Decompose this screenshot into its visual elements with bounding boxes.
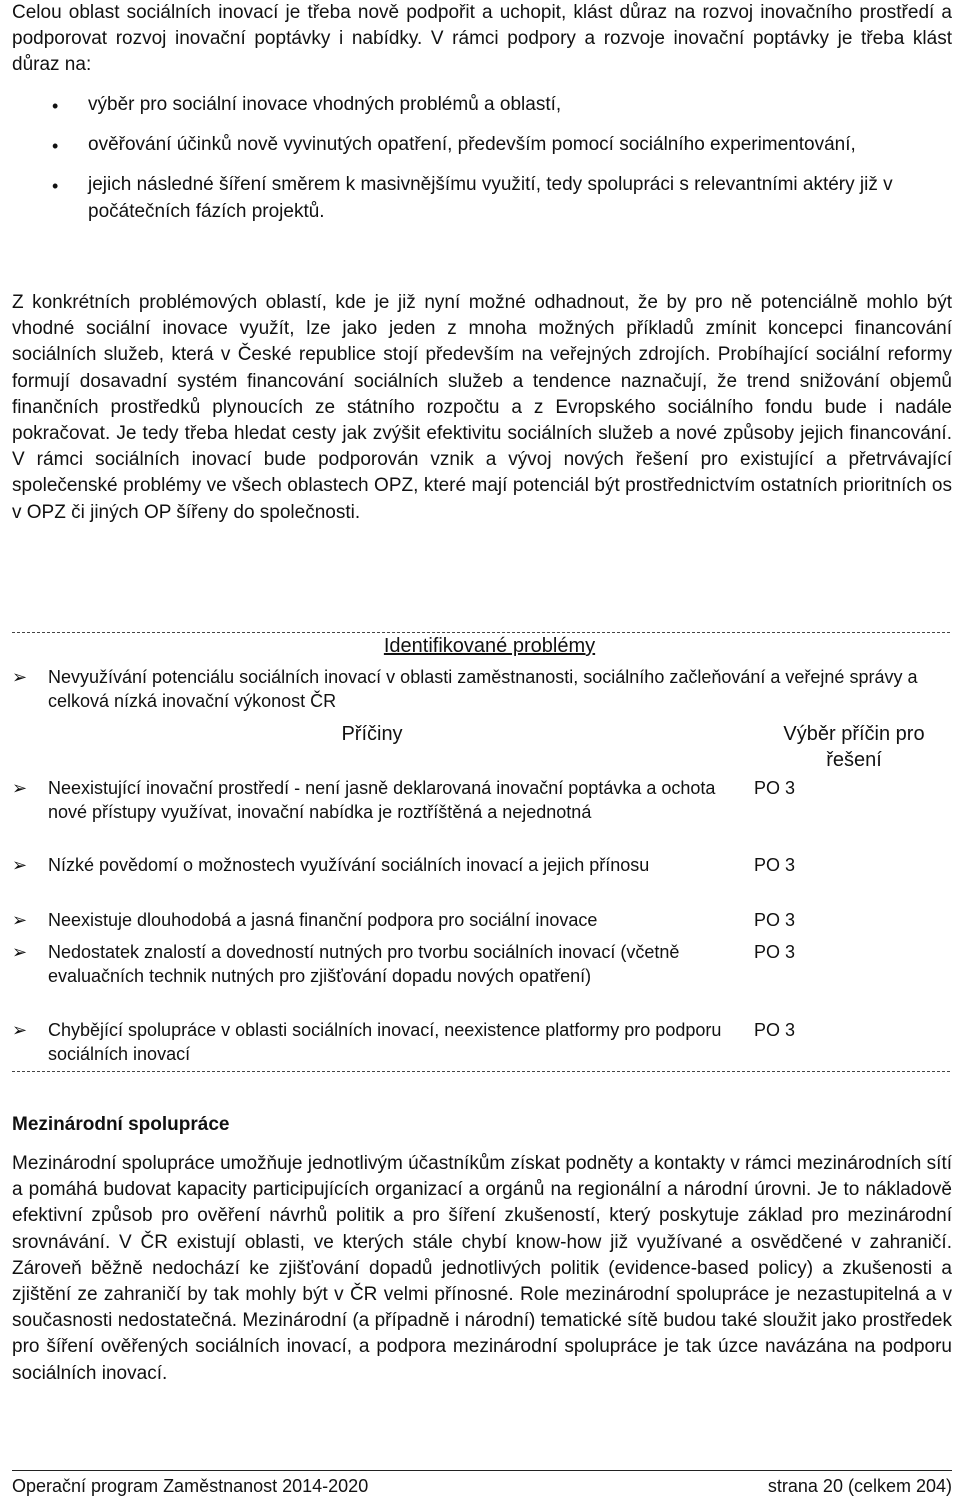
- problems-box: [12, 632, 950, 1072]
- cause-text: Nízké povědomí o možnostech využívání sociálních inovací a jejich přínosu: [48, 855, 650, 875]
- arrow-bullet-icon: ➢: [12, 1020, 28, 1040]
- cause-po: PO 3: [754, 910, 796, 930]
- cause-text: Chybějící spolupráce v oblasti sociálních inovací, neexistence platformy pro podporu sociálních inovací: [48, 1020, 722, 1064]
- arrow-bullet-icon: ➢: [12, 855, 28, 875]
- intro-paragraph: Celou oblast sociálních inovací je třeba nově podpořit a uchopit, klást důraz na rozvoj inovačního prostředí a podporovat rozvoj inovační poptávky i nabídky. V rámci podpory a rozvoje inovační poptávky je třeba klást důraz na:: [12, 2, 952, 76]
- problem-text: Nevyužívání potenciálu sociálních inovací v oblasti zaměstnanosti, sociálního začleňování a veřejné správy a celková nízká inovační výkonost ČR: [48, 667, 918, 711]
- footer-title: Operační program Zaměstnanost 2014-2020: [12, 1476, 369, 1496]
- body-paragraph: Mezinárodní spolupráce umožňuje jednotlivým účastníkům získat podněty a kontakty v rámci mezinárodních sítí a pomáhá budovat kapacity participujících organizací a orgánů na regionální a národní úrovni. Je to nákladově efektivní způsob pro ověření návrhů politik a pro šíření zkušeností, který poskytuje základ pro mezinárodní srovnávání. V ČR existují oblasti, ve kterých stále chybí know-how již využívané a osvědčené v zahraničí. Zároveň běžně nedochází ke zjišťování dopadů jednotlivých politik (evidence-based policy) a zkušenosti a zjištění ze zahraničí by tak mohly být v ČR velmi přínosné. Role mezinárodní spolupráce je nezastupitelná a v současnosti nedostatečná. Mezinárodní (a případně i národní) tematické sítě budou také sloužit jako prostředek pro šíření ověřených sociálních inovací, a podpora mezinárodní spolupráce je tak úzce navázána na podporu sociálních inovací.: [12, 1153, 952, 1384]
- bullet-text: jejich následné šíření směrem k masivnějšímu využití, tedy spolupráci s relevantními aktéry již v počátečních fázích projektů.: [88, 174, 893, 222]
- cause-po: PO 3: [754, 855, 796, 875]
- page-number: strana 20 (celkem 204): [767, 1476, 952, 1496]
- arrow-bullet-icon: ➢: [12, 667, 28, 687]
- bullet-list: [12, 92, 952, 225]
- cause-text: Nedostatek znalostí a dovedností nutných pro tvorbu sociálních inovací (včetně evaluačních technik nutných pro zjišťování dopadu nových opatření): [48, 942, 680, 986]
- arrow-bullet-icon: ➢: [12, 910, 28, 930]
- selection-header: Výběr příčin pro řešení: [783, 723, 925, 771]
- arrow-bullet-icon: ➢: [12, 778, 28, 798]
- list-item: [12, 92, 952, 118]
- cause-po: PO 3: [754, 778, 796, 798]
- section-heading: Mezinárodní spolupráce: [12, 1114, 230, 1135]
- cause-text: Neexistuje dlouhodobá a jasná finanční podpora pro sociální inovace: [48, 910, 598, 930]
- box-title: Identifikované problémy: [383, 635, 596, 657]
- list-item: [12, 132, 952, 158]
- bullet-text: ověřování účinků nově vyvinutých opatření, především pomocí sociálního experimentování,: [88, 134, 856, 156]
- cause-po: PO 3: [754, 1020, 796, 1040]
- bullet-dot-icon: •: [52, 176, 59, 197]
- arrow-bullet-icon: ➢: [12, 942, 28, 962]
- body-paragraph: Z konkrétních problémových oblastí, kde je již nyní možné odhadnout, že by pro ně potenciálně mohlo být vhodné sociální inovace využít, lze jako jeden z mnoha možných příkladů zmínit koncepci financování sociálních služeb, která v České republice stojí především na veřejných zdrojích. Probíhající sociální reformy formují dosavadní systém financování sociálních služeb a tendence naznačují, že trend snižování objemů finančních prostředků plynoucích ze státního rozpočtu a z Evropského sociálního fondu bude i nadále pokračovat. Je tedy třeba hledat cesty jak zvýšit efektivitu sociálních služeb a nové způsoby jejich financování. V rámci sociálních inovací bude podporován vznik a vývoj nových řešení pro existující a přetrvávající společenské problémy ve všech oblastech OPZ, které mají potenciál být prostřednictvím ostatních prioritních os v OPZ či jiných OP šířeny do společnosti.: [12, 292, 952, 523]
- cause-text: Neexistující inovační prostředí - není jasně deklarovaná inovační poptávka a ochota nové přístupy využívat, inovační nabídka je roztříštěná a nejednotná: [48, 778, 716, 822]
- bullet-text: výběr pro sociální inovace vhodných problémů a oblastí,: [88, 94, 562, 115]
- bullet-dot-icon: •: [52, 136, 59, 157]
- causes-header: Příčiny: [341, 723, 403, 745]
- cause-po: PO 3: [754, 942, 796, 962]
- page-footer: [12, 1470, 952, 1497]
- bullet-dot-icon: •: [52, 96, 59, 116]
- list-item: [12, 172, 952, 224]
